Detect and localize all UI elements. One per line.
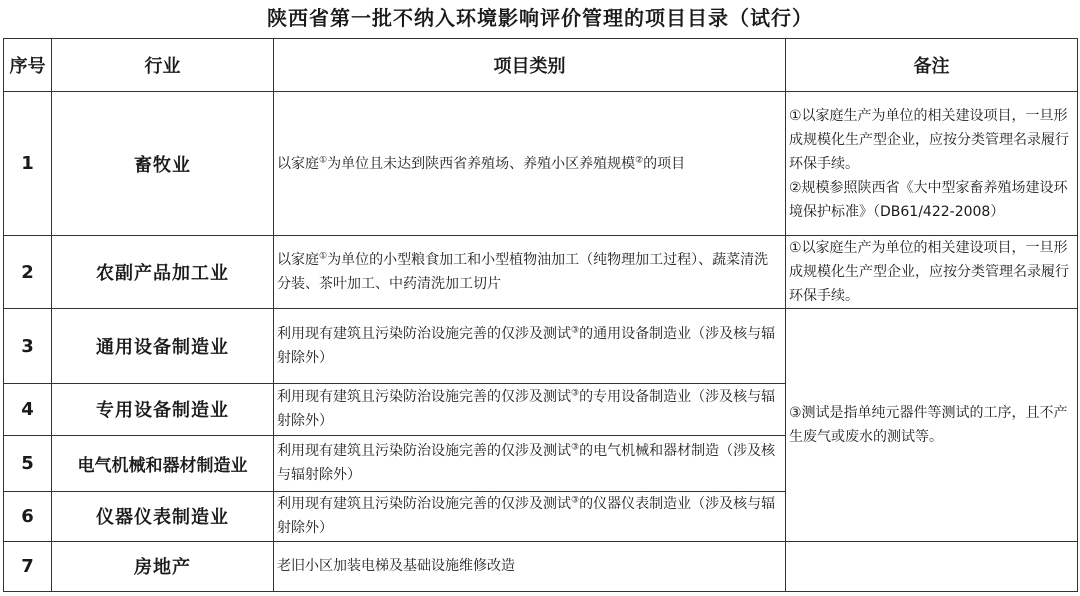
industry-cell: 农副产品加工业	[52, 236, 274, 309]
footnote-mark: ③	[571, 325, 580, 336]
footnote-mark: ①	[319, 155, 328, 166]
footnote-mark: ①	[319, 251, 328, 262]
category-cell	[274, 491, 786, 541]
remark-note-1: ①以家庭生产为单位的相关建设项目，一旦形成规模化生产型企业，应按分类管理名录履行环保手续。	[789, 107, 1069, 172]
category-text: 利用现有建筑且污染防治设施完善的仅涉及测试	[277, 443, 571, 460]
category-text: 为单位且未达到陕西省养殖场、养殖小区养殖规模	[327, 155, 636, 172]
table-row	[4, 236, 1078, 309]
remarks-cell: ①以家庭生产为单位的相关建设项目，一旦形成规模化生产型企业，应按分类管理名录履行环保手续。	[786, 236, 1078, 309]
header-remarks: 备注	[786, 39, 1078, 92]
industry-cell: 畜牧业	[52, 92, 274, 236]
row-number: 6	[4, 491, 52, 541]
category-text: 的电气机械和器材制造（涉及核与辐射除外）	[277, 443, 776, 484]
category-cell	[274, 236, 786, 309]
header-industry: 行业	[52, 39, 274, 92]
row-number: 5	[4, 435, 52, 491]
category-cell	[274, 92, 786, 236]
industry-cell: 电气机械和器材制造业	[52, 435, 274, 491]
category-text: 利用现有建筑且污染防治设施完善的仅涉及测试	[277, 326, 571, 343]
category-text: 以家庭	[277, 252, 319, 269]
industry-cell: 仪器仪表制造业	[52, 491, 274, 541]
footnote-mark: ③	[571, 388, 580, 399]
remark-note-2: ②规模参照陕西省《大中型家畜养殖场建设环境保护标准》（DB61/422-2008）	[789, 179, 1068, 220]
header-category: 项目类别	[274, 39, 786, 92]
category-text: 为单位的小型粮食加工和小型植物油加工（纯物理加工过程）、蔬菜清洗分装、茶叶加工、中药清洗加工切片	[277, 252, 769, 293]
remarks-cell-shared: ③测试是指单纯元器件等测试的工序，且不产生废气或废水的测试等。	[786, 309, 1078, 541]
header-row	[4, 39, 1078, 92]
document-title: 陕西省第一批不纳入环境影响评价管理的项目目录（试行）	[267, 6, 813, 30]
category-cell: 老旧小区加装电梯及基础设施维修改造	[274, 541, 786, 591]
category-text: 的仪器仪表制造业（涉及核与辐射除外）	[277, 496, 776, 537]
row-number: 2	[4, 236, 52, 309]
category-text: 以家庭	[277, 155, 319, 172]
table-row	[4, 309, 1078, 383]
category-text: 利用现有建筑且污染防治设施完善的仅涉及测试	[277, 389, 571, 406]
table-row	[4, 92, 1078, 236]
footnote-mark: ③	[571, 442, 580, 453]
header-no: 序号	[4, 39, 52, 92]
category-cell	[274, 309, 786, 383]
footnote-mark: ③	[571, 495, 580, 506]
industry-cell: 房地产	[52, 541, 274, 591]
row-number: 1	[4, 92, 52, 236]
row-number: 3	[4, 309, 52, 383]
category-text: 利用现有建筑且污染防治设施完善的仅涉及测试	[277, 496, 571, 513]
project-catalog-table	[3, 38, 1078, 592]
industry-cell: 通用设备制造业	[52, 309, 274, 383]
industry-cell: 专用设备制造业	[52, 383, 274, 435]
category-text: 的专用设备制造业（涉及核与辐射除外）	[277, 389, 776, 430]
category-cell	[274, 435, 786, 491]
row-number: 4	[4, 383, 52, 435]
category-text: 的项目	[643, 155, 686, 172]
row-number: 7	[4, 541, 52, 591]
remarks-cell-empty	[786, 541, 1078, 591]
category-text: 的通用设备制造业（涉及核与辐射除外）	[277, 326, 776, 367]
category-cell	[274, 383, 786, 435]
table-row	[4, 541, 1078, 591]
footnote-mark: ②	[635, 155, 644, 166]
remarks-cell	[786, 92, 1078, 236]
